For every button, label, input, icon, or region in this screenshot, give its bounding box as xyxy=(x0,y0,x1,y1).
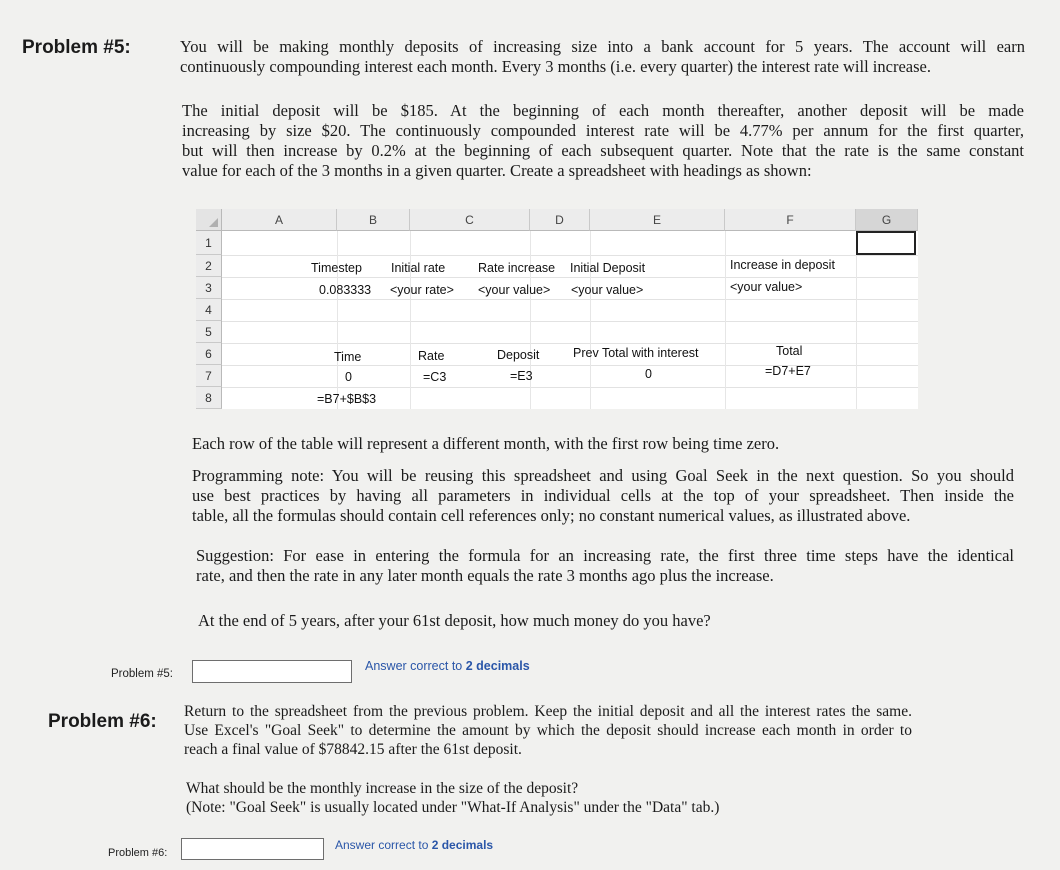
sugg-line2: rate, and then the rate in any later month equals the rate 3 months ago plus the increase. xyxy=(196,566,774,585)
para2-line1: The initial deposit will be $185. At the beginning of each month thereafter, another deposit will be made xyxy=(182,101,1024,120)
cell-b8: =B7+$B$3 xyxy=(317,392,377,406)
cell-d6: Deposit xyxy=(497,348,540,362)
problem6-question xyxy=(186,779,719,817)
p6-line2: Use Excel's "Goal Seek" to determine the amount by which the deposit should increase each month in order to xyxy=(184,722,912,739)
row-header-3: 3 xyxy=(196,277,222,299)
row-header-1: 1 xyxy=(196,231,222,255)
suggestion-note xyxy=(196,546,1014,586)
p6-line1: Return to the spreadsheet from the previous problem. Keep the initial deposit and all the interest rates the same. xyxy=(184,703,912,720)
sugg-line1: Suggestion: For ease in entering the formula for an increasing rate, the first three time steps have the identical xyxy=(196,546,1014,565)
precision-prefix: Answer correct to xyxy=(335,838,429,852)
cell-d3: <your value> xyxy=(478,283,551,297)
problem5-deposit-paragraph xyxy=(182,101,1024,181)
row-header-2: 2 xyxy=(196,255,222,277)
problem5-question: At the end of 5 years, after your 61st deposit, how much money do you have? xyxy=(198,611,711,630)
cell-c6: Rate xyxy=(418,349,445,363)
cell-f3: <your value> xyxy=(730,280,803,294)
cell-c2: Initial rate xyxy=(391,261,446,275)
cell-d2: Rate increase xyxy=(478,261,556,275)
problem6-answer-label: Problem #6: xyxy=(108,847,168,859)
cell-b2: Timestep xyxy=(311,261,362,275)
row-header-8: 8 xyxy=(196,387,222,409)
prog-line1: Programming note: You will be reusing this spreadsheet and using Goal Seek in the next question. So you should xyxy=(192,466,1014,485)
p6-question1: What should be the monthly increase in the size of the deposit? xyxy=(186,780,579,797)
cell-e7: 0 xyxy=(645,367,652,381)
problem5-answer-input[interactable] xyxy=(192,660,352,683)
precision-bold: 2 decimals xyxy=(465,659,530,673)
problem5-intro-line1: You will be making monthly deposits of increasing size into a bank account for 5 years. The account will earn xyxy=(180,37,1025,56)
problem5-answer-label: Problem #5: xyxy=(111,668,174,680)
column-header-b: B xyxy=(337,209,410,231)
column-header-d: D xyxy=(530,209,590,231)
cell-e2: Initial Deposit xyxy=(570,261,646,275)
cell-f6: Total xyxy=(776,344,803,358)
problem6-heading: Problem #6: xyxy=(48,711,157,732)
column-header-a: A xyxy=(222,209,337,231)
cell-b3: 0.083333 xyxy=(319,283,372,297)
cell-b7: 0 xyxy=(345,370,352,384)
row-header-4: 4 xyxy=(196,299,222,321)
precision-bold: 2 decimals xyxy=(431,838,494,852)
cell-f2: Increase in deposit xyxy=(730,258,835,272)
row-header-7: 7 xyxy=(196,365,222,387)
p6-line3: reach a final value of $78842.15 after the 61st deposit. xyxy=(184,741,522,758)
problem6-body xyxy=(184,702,912,759)
prog-line2: use best practices by having all parameters in individual cells at the top of your spreadsheet. Then inside the xyxy=(192,486,1014,505)
problem5-answer-precision xyxy=(365,659,530,673)
cell-e3: <your value> xyxy=(571,283,644,297)
problem5-heading: Problem #5: xyxy=(22,37,131,58)
cell-d7: =E3 xyxy=(510,369,533,383)
problem5-intro-line2: continuously compounding interest each month. Every 3 months (i.e. every quarter) the interest rate will increase. xyxy=(180,57,931,76)
cell-c7: =C3 xyxy=(423,370,447,384)
cell-e6: Prev Total with interest xyxy=(573,346,699,360)
row-header-5: 5 xyxy=(196,321,222,343)
p6-question2: (Note: "Goal Seek" is usually located under "What-If Analysis" under the "Data" tab.) xyxy=(186,799,720,816)
select-all-corner xyxy=(196,209,222,231)
spreadsheet-example xyxy=(196,209,918,409)
cell-b6: Time xyxy=(334,350,362,364)
cell-c3: <your rate> xyxy=(390,283,454,297)
precision-prefix: Answer correct to xyxy=(365,659,463,673)
column-header-g: G xyxy=(856,209,918,231)
column-header-c: C xyxy=(410,209,530,231)
selected-cell-g1 xyxy=(856,231,916,255)
row-header-6: 6 xyxy=(196,343,222,365)
problem6-answer-precision xyxy=(335,838,493,852)
column-header-e: E xyxy=(590,209,725,231)
para2-line3: but will then increase by 0.2% at the beginning of each subsequent quarter. Note that the rate is the same constant xyxy=(182,141,1024,160)
prog-line3: table, all the formulas should contain cell references only; no constant numerical values, as illustrated above. xyxy=(192,506,911,525)
para2-line2: increasing by size $20. The continuously compounded interest rate will be 4.77% per annum for the first quarter, xyxy=(182,121,1024,140)
para2-line4: value for each of the 3 months in a given quarter. Create a spreadsheet with headings as shown: xyxy=(182,161,812,180)
column-header-f: F xyxy=(725,209,856,231)
each-row-note: Each row of the table will represent a different month, with the first row being time zero. xyxy=(192,434,780,453)
problem5-intro xyxy=(180,37,1025,77)
problem6-answer-input[interactable] xyxy=(181,838,324,860)
cell-f7: =D7+E7 xyxy=(765,364,811,378)
programming-note xyxy=(192,466,1014,526)
